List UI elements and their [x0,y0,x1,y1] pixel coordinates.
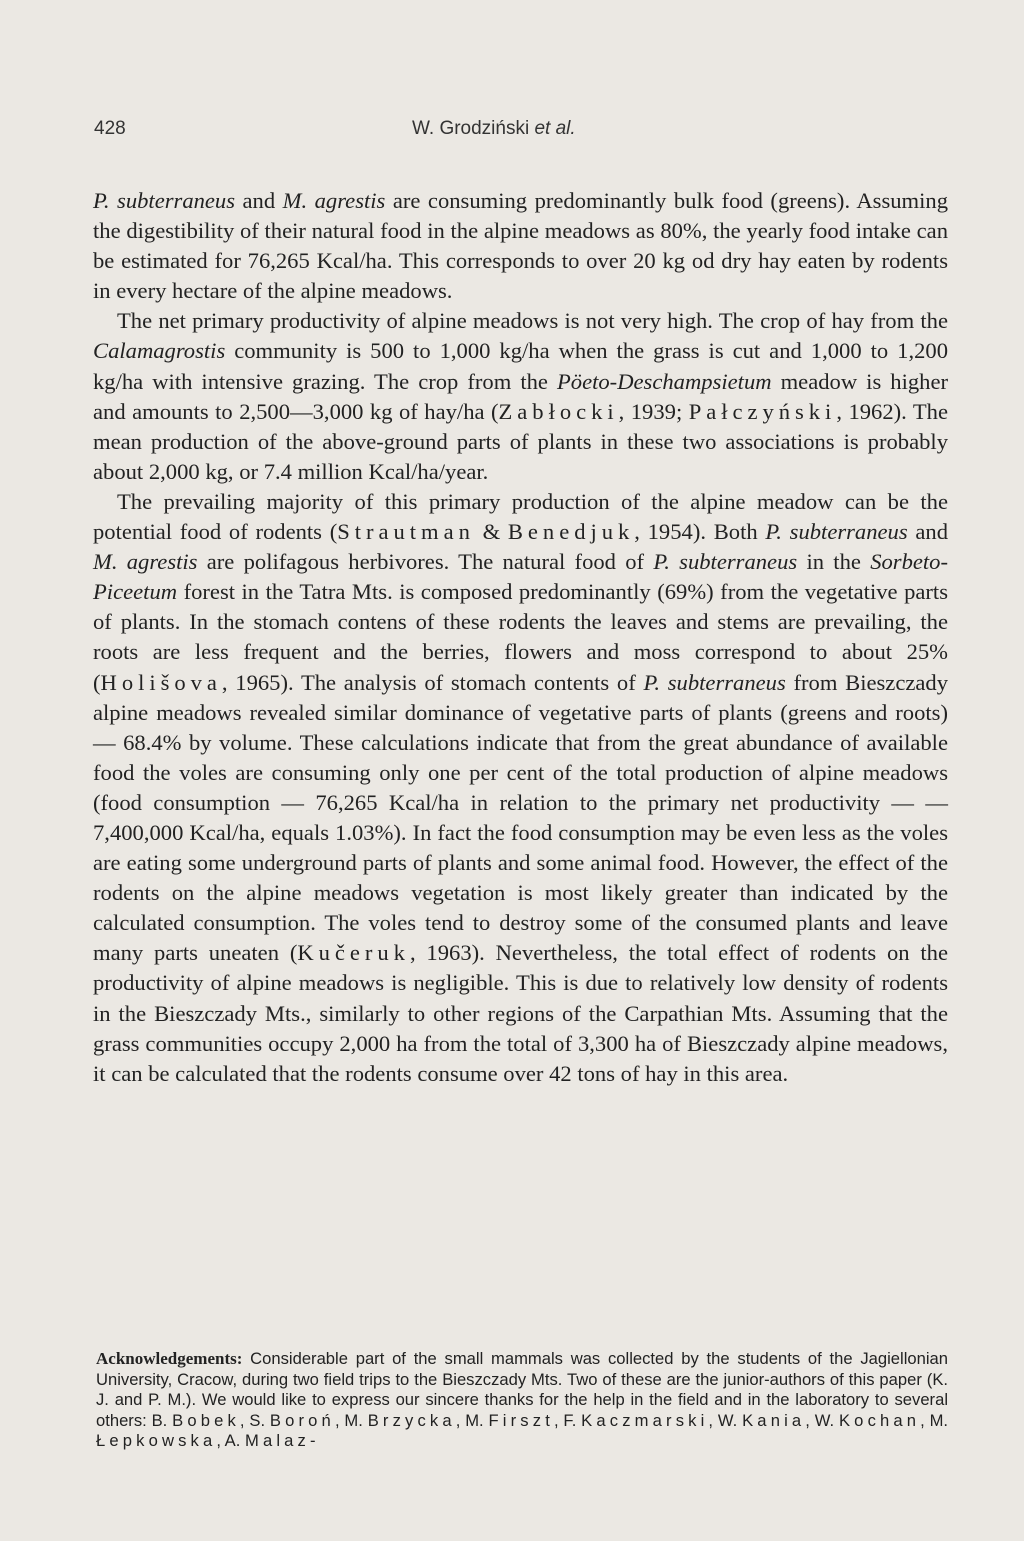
author-citation: Benedjuk [507,519,635,545]
text-run: meadow is higher and amounts to 2,500—3,000 kg of hay/ha ( [93,368,949,424]
author-citation: Bobek [172,1410,240,1430]
author-citation: Boroń [269,1410,335,1430]
text-run: , A. [216,1431,245,1451]
text-run: , M. [334,1410,368,1430]
text-run: forest in the Tatra Mts. is composed predominantly (69%) from the vegetative parts of plants. In the stomach contens of these rodents the leaves and stems are prevailing, the roots are less frequent and the berries, flowers and moss correspond to about 25% ( [93,579,948,695]
author-name: W. Grodziński [412,118,530,139]
text-run: Considerable part of the small mammals was collected by the students of the Jagiellonian University, Cracow, during two field trips to the Bieszczady Mts. Two of these are the junior-authors of this paper (K. J. and P. M.). We would like to express our sincere thanks for the help in the field and in the laboratory to several others: B. [96,1349,948,1430]
paragraph [93,306,948,487]
author-citation: Strautman [337,519,475,545]
author-citation: Kaczmarski [581,1410,709,1430]
italic-term: Sorbeto-Piceetum [93,549,948,605]
text-run: and [907,519,948,545]
running-header [94,118,954,148]
text-run: , M. [455,1410,489,1430]
text-run: , 1939; [618,398,689,424]
et-al: et al. [534,118,576,139]
author-citation: Zabłocki [498,398,619,424]
section-label: Acknowledgements: [96,1349,243,1368]
italic-term: P. subterraneus [653,549,798,575]
author-citation: Kochan [838,1410,921,1430]
italic-term: M. agrestis [93,549,198,575]
text-run: from Bieszczady alpine meadows revealed similar dominance of vegetative parts of plants (greens and roots) — 68.4% by volume. These calculations indicate that from the great abundance of available food the voles are consuming only one per cent of the total production of alpine meadows (food consumption — 76,265 Kcal/ha in relation to the primary net productivity — — 7,400,000 Kcal/ha, equals 1.03%). In fact the food consumption may be even less as the voles are eating some underground parts of plants and some animal food. However, the effect of the rodents on the alpine meadows vegetation is most likely greater than indicated by the calculated consumption. The voles tend to destroy some of the consumed plants and leave many parts uneaten ( [93,669,949,966]
text-run: are consuming predominantly bulk food (greens). Assuming the digestibility of their natural food in the alpine meadows as 80%, the yearly food intake can be estimated for 76,265 Kcal/ha. This corresponds to over 20 kg od dry hay eaten by rodents in every hectare of the alpine meadows. [93,188,948,304]
text-run: , W. [708,1410,743,1430]
text-run: , S. [239,1410,270,1430]
text-run: , 1954). Both [634,519,766,545]
text-run: & [474,519,508,545]
text-run: and [235,188,283,213]
running-author [412,118,576,140]
paragraph [93,186,948,306]
author-citation: Łepkowska [96,1431,217,1451]
author-citation: Pałczyński [688,398,837,424]
acknowledgements [96,1349,948,1452]
text-run: , F. [553,1410,582,1430]
italic-term: P. subterraneus [765,519,908,545]
text-run: , 1963). Nevertheless, the total effect of rodents on the productivity of alpine meadows is negligible. This is due to relatively low density of rodents in the Bieszczady Mts., similarly to other regions of the Carpathian Mts. Assuming that the grass communities occupy 2,000 ha from the total of 3,300 ha of Bieszczady alpine meadows, it can be calculated that the rodents consume over 42 tons of hay in this area. [93,940,948,1086]
text-run: The prevailing majority of this primary production of the alpine meadow can be the potential food of rodents ( [93,488,948,545]
text-run: , 1962). The mean production of the above-ground parts of plants in these two associations is probably about 2,000 kg, or 7.4 million Kcal/ha/year. [93,398,948,484]
italic-term: Calamagrostis [93,338,226,364]
italic-term: P. subterraneus [93,188,236,213]
text-run: , W. [805,1410,839,1430]
text-run: community is 500 to 1,000 kg/ha when the grass is cut and 1,000 to 1,200 kg/ha with intensive grazing. The crop from the [93,338,948,394]
paragraph [93,487,948,1089]
author-citation: Kania [742,1410,806,1430]
author-citation: Brzycka [367,1410,456,1430]
text-run: The net primary productivity of alpine meadows is not very high. The crop of hay from the [117,308,948,334]
text-run: in the [797,549,871,575]
italic-term: P. subterraneus [643,669,786,695]
body-text [93,186,948,1089]
author-citation: Kučeruk [297,940,410,966]
author-citation: Holišova [100,669,222,695]
italic-term: Pöeto-Deschampsietum [556,368,772,394]
author-citation: Malaz- [244,1431,320,1451]
text-run: , M. [920,1410,949,1430]
text-run: are polifagous herbivores. The natural food of [197,549,654,575]
author-citation: Firszt [488,1410,554,1430]
text-run: , 1965). The analysis of stomach contents of [221,669,644,695]
italic-term: M. agrestis [282,188,386,213]
page-number: 428 [94,118,126,139]
